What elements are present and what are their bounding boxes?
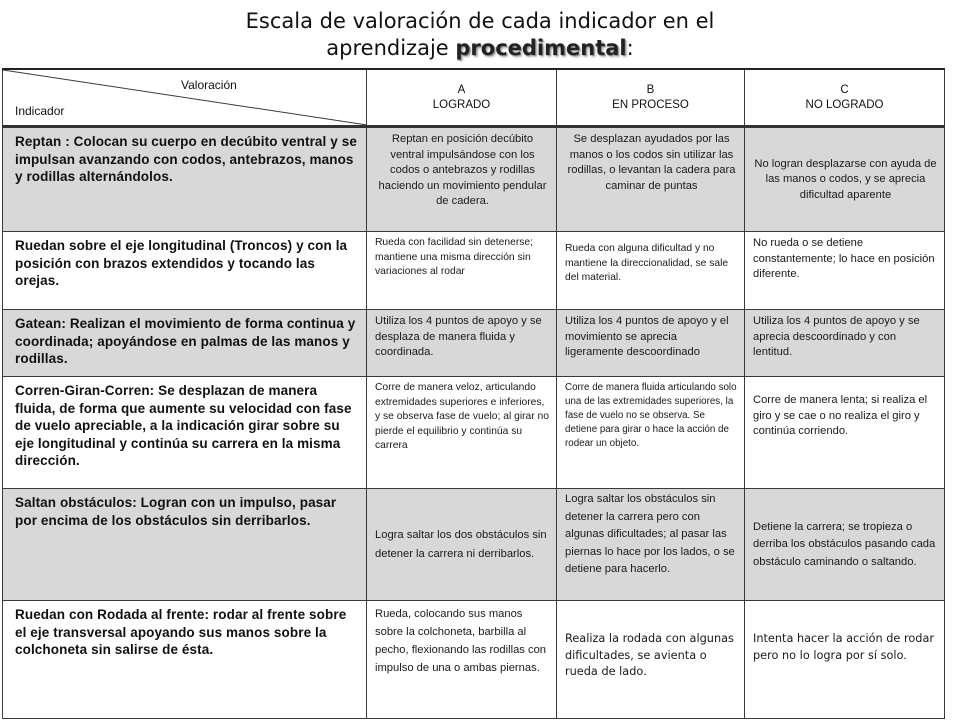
corner-header-cell bbox=[3, 69, 367, 127]
level-b-cell: Realiza la rodada con algunas dificultades, se avienta o rueda de lado. bbox=[557, 601, 745, 719]
table-row bbox=[3, 232, 945, 310]
level-c-cell: Intenta hacer la acción de rodar pero no lo logra por sí solo. bbox=[745, 601, 945, 719]
title-line-2-suffix: : bbox=[626, 36, 634, 60]
page-title bbox=[0, 8, 960, 62]
level-b-cell: Corre de manera fluida articulando solo una de las extremidades superiores, la fase de vuelo no se observa. Se detiene para girar o hace la acción de rodear un objeto. bbox=[557, 377, 745, 489]
level-a-cell: Rueda con facilidad sin detenerse; mantiene una misma dirección sin variaciones al rodar bbox=[367, 232, 557, 310]
indicator-cell: Corren-Giran-Corren: Se desplazan de manera fluida, de forma que aumente su velocidad con fase de vuelo apreciable, a la indicación girar sobre su eje longitudinal y continúa su carrera en la misma dirección. bbox=[3, 377, 367, 489]
column-header-letter: A bbox=[457, 83, 466, 96]
title-line-1: Escala de valoración de cada indicador en el bbox=[245, 9, 715, 33]
title-line-2 bbox=[0, 35, 960, 62]
level-c-cell: No rueda o se detiene constantemente; lo hace en posición diferente. bbox=[745, 232, 945, 310]
indicator-cell: Ruedan con Rodada al frente: rodar al frente sobre el eje transversal apoyando sus manos sobre la colchoneta sin salirse de ésta. bbox=[3, 601, 367, 719]
column-header-c bbox=[745, 69, 945, 127]
level-c-cell: Utiliza los 4 puntos de apoyo y se aprecia descoordinado y con lentitud. bbox=[745, 310, 945, 377]
column-header-a bbox=[367, 69, 557, 127]
table-row bbox=[3, 127, 945, 232]
indicador-label: Indicador bbox=[15, 104, 65, 118]
valoracion-label: Valoración bbox=[181, 78, 237, 92]
level-a-cell: Reptan en posición decúbito ventral impulsándose con los codos o antebrazos y rodillas haciendo un movimiento pendular de cadera. bbox=[367, 127, 557, 232]
column-header-label: EN PROCESO bbox=[612, 98, 689, 111]
column-header-b bbox=[557, 69, 745, 127]
level-b-cell: Rueda con alguna dificultad y no mantiene la direccionalidad, se sale del material. bbox=[557, 232, 745, 310]
indicator-cell: Gatean: Realizan el movimiento de forma continua y coordinada; apoyándose en palmas de las manos y rodillas. bbox=[3, 310, 367, 377]
column-header-label: LOGRADO bbox=[432, 98, 491, 111]
level-a-cell: Logra saltar los dos obstáculos sin detener la carrera ni derribarlos. bbox=[367, 489, 557, 601]
level-b-cell: Logra saltar los obstáculos sin detener la carrera pero con algunas dificultades; al pasar las piernas lo hace por los lados, o se detiene para hacerlo. bbox=[557, 489, 745, 601]
table-header-row bbox=[3, 69, 945, 127]
indicator-cell: Ruedan sobre el eje longitudinal (Troncos) y con la posición con brazos extendidos y tocando las orejas. bbox=[3, 232, 367, 310]
level-c-cell: Detiene la carrera; se tropieza o derriba los obstáculos pasando cada obstáculo caminando o saltando. bbox=[745, 489, 945, 601]
table-row bbox=[3, 489, 945, 601]
column-header-letter: C bbox=[840, 83, 849, 96]
rating-scale-table bbox=[2, 68, 945, 719]
level-b-cell: Utiliza los 4 puntos de apoyo y el movimiento se aprecia ligeramente descoordinado bbox=[557, 310, 745, 377]
level-a-cell: Utiliza los 4 puntos de apoyo y se desplaza de manera fluida y coordinada. bbox=[367, 310, 557, 377]
indicator-cell: Saltan obstáculos: Logran con un impulso, pasar por encima de los obstáculos sin derribarlos. bbox=[3, 489, 367, 601]
level-c-cell: Corre de manera lenta; si realiza el giro y se cae o no realiza el giro y continúa corriendo. bbox=[745, 377, 945, 489]
level-b-cell: Se desplazan ayudados por las manos o los codos sin utilizar las rodillas, o levantan la cadera para caminar de puntas bbox=[557, 127, 745, 232]
title-emphasis: procedimental bbox=[455, 36, 627, 60]
table-row bbox=[3, 310, 945, 377]
title-line-2-prefix: aprendizaje bbox=[326, 36, 456, 60]
level-a-cell: Corre de manera veloz, articulando extremidades superiores e inferiores, y se observa fase de vuelo; al girar no pierde el equilibrio y continúa su carrera bbox=[367, 377, 557, 489]
table-row bbox=[3, 377, 945, 489]
level-a-cell: Rueda, colocando sus manos sobre la colchoneta, barbilla al pecho, flexionando las rodillas con impulso de una o ambas piernas. bbox=[367, 601, 557, 719]
indicator-cell: Reptan : Colocan su cuerpo en decúbito ventral y se impulsan avanzando con codos, antebrazos, manos y rodillas alternándolos. bbox=[3, 127, 367, 232]
level-c-cell: No logran desplazarse con ayuda de las manos o codos, y se aprecia dificultad aparente bbox=[745, 127, 945, 232]
table-row bbox=[3, 601, 945, 719]
column-header-label: NO LOGRADO bbox=[805, 98, 884, 111]
column-header-letter: B bbox=[646, 83, 655, 96]
